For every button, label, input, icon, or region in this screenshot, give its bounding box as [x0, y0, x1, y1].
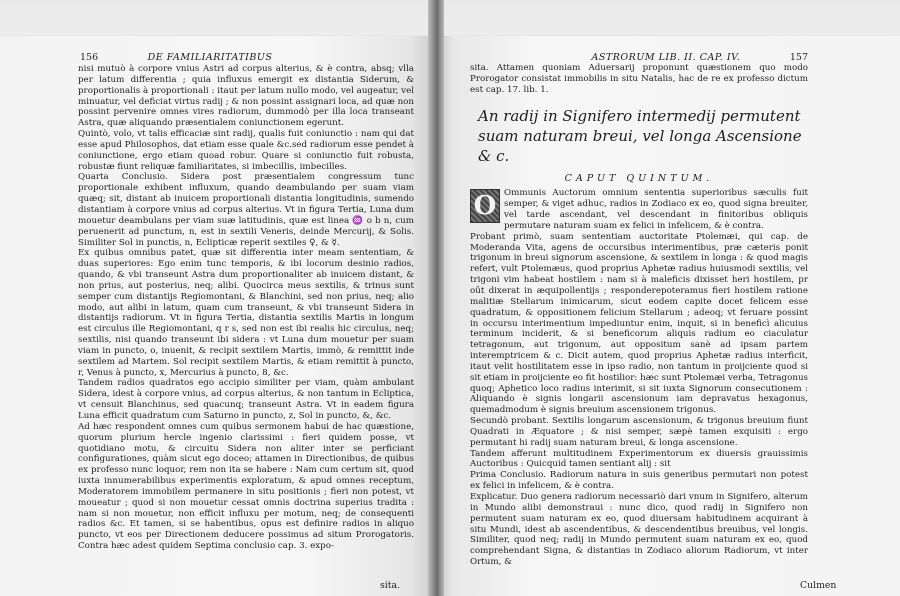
left-paragraph: Ad hæc respondent omnes cum quibus sermonem habui de hac quæstione, quorum plurium hercle ingenio clarissimi : fieri quidem posse, vt quotidiano motu, & circuitu Sidera non aliter inter se perficiant configurationes, quàm sicut ego doceo; attamen in Directionibus, de quibus ex professo nunc loquor, rem non ita se habere : Nam cum certum sit, quod iuxta innumerabilibus experimentis exploratum, & apud omnes receptum, Moderatorem immobilem permanere in situ positionis ; fieri non potest, vt moueatur ; quod si non mouetur cessat omnis doctrina superius tradita : nam si non mouetur, non efficit influxu per motum, neq; de consequenti radios &c. Et tamen, si se habentibus, opus est definire radios in aliquo puncto, vt eos per Directionem deducere possimus ad situm Prorogatoris. Contra hæc adest quidem Septima conclusio cap. 3. expo- [78, 421, 414, 552]
right-paragraph: Explicatur. Duo genera radiorum necessariò dari vnum in Signifero, alterum in Mundo alibi demonstraui : nunc dico, quod radij in Signifero non permutent suam naturam ex eo, quod diuersam habitudinem acquirant à situ Mundi, idest ab ascendentibus, & descendentibus breuibus, vel longis. Similiter, quod neq; radij in Mundo permutent suam naturam ex eo, quod comprehendant Signa, & distantias in Zodiaco aliorum Radiorum, vt inter Ortum, & [470, 492, 808, 568]
decorated-initial [470, 189, 500, 223]
right-paragraph: Ommunis Auctorum omnium sententia superioribus sæculis fuit semper, & viget adhuc, radios in Zodiaco ex eo, quod signa breuiter, vel tarde ascendant, vel descendant in finitoribus obliquis permutare naturam suam ex felici in infelicem, & è contra. [504, 188, 808, 231]
opening-paragraph-block [470, 188, 808, 231]
chapter-number: CAPUT QUINTUM. [564, 172, 714, 184]
right-running-head [508, 52, 808, 63]
left-paragraph: Ex quibus omnibus patet, quæ sit differentia inter meam sententiam, & duas superiores: Ego enim tunc temporis, & ibi locorum desinio radios, quando, & vbi transeunt Astra dum proportionaliter ab inuicem distant, & non prius, aut posterius, neq; alibi. Quocirca meus sextilis, & trinus sunt semper cum distantijs Regiomontani, & Blanchini, sed non prius, neq; alio modo, aut alibi in latum, quam cum transeunt, & vbi transeunt Sidera in distantijs radiorum. Vt in figura Tertia, distantia sextilis Martis in longum est circulus ille Regiomontani, q r s, sed non est ibi realis hic circulus, neq; sextilis, nisi quando transeunt ibi sidera : vt Luna dum mouetur per suam viam in puncto, o, inuenit, & recipit sextilem Martis, immò, & remittit inde sextilem ad Martem. Sol recipit sextilem Martis, & etiam remittit à puncto, r, Venus à puncto, x, Mercurius à puncto, 8, &c. [78, 248, 414, 378]
chapter-title: An radij in Signifero intermedij permutent suam naturam breui, vel longa Ascensione & c. [478, 106, 802, 165]
right-paragraph: Secundò probant. Sextilis longarum ascensionum, & trigonus breuium fiunt Quadrati in Æquatore ; & nisi semper, sæpè tamen exquisiti : ergo permutant hi radij suam naturam breui, & longa ascensione. [470, 416, 808, 448]
left-paragraph: Tandem radios quadratos ego accipio similiter per viam, quàm ambulant Sidera, idest à corpore vnius, ad corpus alterius, & non tantum in Ecliptica, vt censuit Blanchinus, sed quacunq; transeunt Astra. Vt in eadem figura Luna efficit quadratum cum Saturno in puncto, z, Sol in puncto, &, &c. [78, 378, 414, 421]
left-text-column [78, 64, 414, 552]
continuation-text: sita. Attamen quoniam Aduersarij proponunt quæstionem quo modo Prorogator consistat immobilis in situ Natalis, hac de re ex professo dictum est cap. 17. lib. 1. [470, 63, 808, 95]
right-paragraph: Tandem afferunt multitudinem Experimentorum ex diuersis grauissimis Auctoribus : Quicquid tamen sentiant alij : sit [470, 448, 808, 470]
left-paragraph: nisi mutuò à corpore vnius Astri ad corpus alterius, & è contra, absq; vlla per latum differentia ; quia influxus emergit ex distantia Siderum, & proportionalis à proportionali : itaut per latum nullo modo, vel augeatur, vel minuatur, vel deficiat virtus radij ; & non possint assignari loca, ad quæ non possint pervenire omnes vires radiorum, dummodò per illa loca transeant Astra, quæ aliquando præsentialem coniunctionem egerunt. [78, 64, 414, 129]
right-catchword: Culmen [800, 580, 837, 591]
left-catchword: sita. [380, 580, 400, 591]
right-page-number: 157 [789, 52, 808, 63]
book-gutter [428, 0, 444, 596]
initial-letter: O [473, 191, 497, 222]
left-paragraph: Quintò, volo, vt talis efficaciæ sint radij, qualis fuit coniunctio : nam qui dat esse apud Philosophos, dat etiam esse quale &c.sed radiorum esse pendet à coniunctione, ergo etiam quoad robur. Quare si coniunctio fuit robusta, robustæ fiunt reliquæ familiaritates, si imbecillis, imbecilles. [78, 129, 414, 172]
right-running-title: ASTRORUM LIB. II. CAP. IV. [591, 52, 741, 63]
right-paragraph: Prima Conclusio. Radiorum natura in suis generibus permutari non potest ex felici in infelicem, & è contra. [470, 470, 808, 492]
right-text-column [470, 63, 808, 568]
left-running-title: DE FAMILIARITATIBUS [147, 52, 273, 63]
left-page-number: 156 [80, 52, 99, 63]
left-paragraph: Quarta Conclusio. Sidera post præsentialem congressum tunc proportionale exhibent influxum, quando deambulando per suam viam quæq; sit, distant ab inuicem proportionali distantia longitudinis, sumendo distantiam à corpore vnius ad corpus alterius. Vt in figura Tertia, Luna dum mouetur deambulans per viam suæ latitudinis, quæ est linea ♒ o b n, cum peruenerit ad punctum, n, est in sextili Veneris, deinde Mercurij, & Solis. Similiter Sol in punctis, n, Eclipticæ reperit sextiles ♀, & ☿. [78, 172, 414, 248]
page-top-edge [0, 0, 900, 40]
right-paragraph: Probant primò, suam sententiam auctoritate Ptolemæi, qui cap. de Moderanda Vita, agens de occursibus interimentibus, præ cæteris ponit trigonum in breui signorum ascensione, & sextilem in longa : & quod magis refert, vult Ptolemæus, quod proprius Aphetæ radius huiusmodi sextilis, vel trigoni vim habeat hostilem : nam si à maleficis dixisset heri hostilem, pr oût dixerat in æquipollentijs ; responderepoteramus fieri hostilem ratione malitiæ Stellarum inimicarum, sicut eodem capite docet felicem esse quadratum, & oppositionem felicium Stellarum ; adeoq; vt feruare possint in occursu interimentium impediuntur enim, inquit, si in beneficì alicuius terminum inciderit, & si beneficorum aliquis radium eo ciaculatur tetragonum, aut trigonum, aut oppositum sanè ad ipsam partem interemptricem & c. Dicit autem, quod proprius Aphetæ radius interficit, itaut velit hostilitatem esse in ipso radio, non tantum in proijciente quod si sit etiam in proijciente eo fit hostilior: hæc sunt Ptolemæi verba, Tetragonus quoq; Aphetico loco radius interimit, si sit iuxta Signorum consecutionem : Aliquando è signis longarii ascensionum iam depravatus hexagonus, quemadmodum è signis breuium ascensionem trigonus. [470, 231, 808, 416]
left-running-head [80, 52, 420, 63]
